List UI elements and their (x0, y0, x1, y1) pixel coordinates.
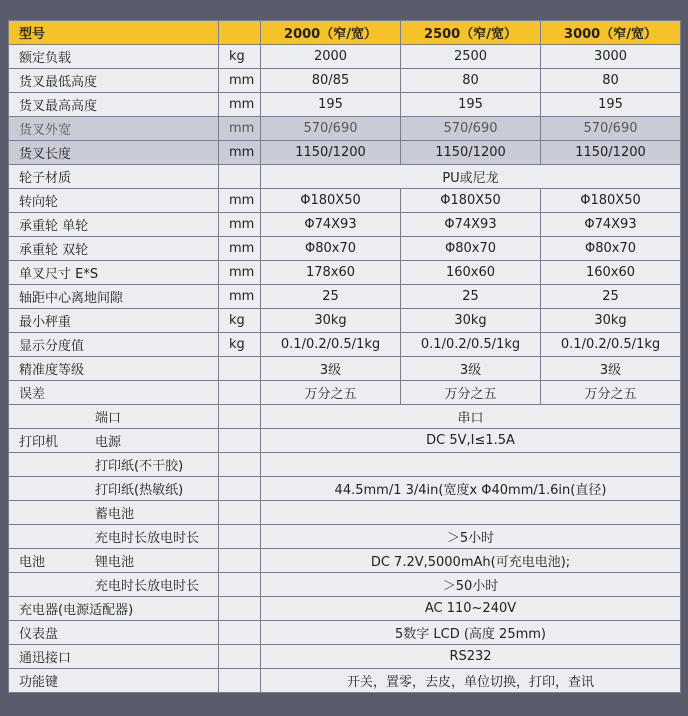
table-row (9, 93, 681, 117)
row-label: 货叉长度 (9, 141, 219, 165)
table-row (9, 645, 681, 669)
row-unit (219, 597, 261, 621)
printer-power-text: 电源 (95, 435, 122, 450)
row-unit (219, 381, 261, 405)
row-value: 2500 (401, 45, 541, 69)
row-unit (219, 501, 261, 525)
row-label: 货叉最低高度 (9, 69, 219, 93)
table-row (9, 573, 681, 597)
printer-paper1-label: 打印纸(不干胶) (9, 453, 219, 477)
row-value: 30kg (261, 309, 401, 333)
row-unit (219, 645, 261, 669)
row-value: 万分之五 (401, 381, 541, 405)
row-value: 178x60 (261, 261, 401, 285)
row-value: 80 (401, 69, 541, 93)
row-label: 误差 (9, 381, 219, 405)
row-value: 30kg (541, 309, 681, 333)
table-row (9, 477, 681, 501)
printer-battery-label: 蓄电池 (9, 501, 219, 525)
row-unit (219, 165, 261, 189)
row-label: 转向轮 (9, 189, 219, 213)
printer-group-label: 打印机 (19, 435, 59, 450)
table-row (9, 165, 681, 189)
row-unit: kg (219, 333, 261, 357)
row-value: 1150/1200 (541, 141, 681, 165)
printer-paper-value: 44.5mm/1 3/4in(宽度x Φ40mm/1.6in(直径) (261, 477, 681, 501)
battery-charge-label: 充电时长放电时长 (9, 573, 219, 597)
table-row (9, 357, 681, 381)
display-value: 5数字 LCD (高度 25mm) (261, 621, 681, 645)
row-unit (219, 621, 261, 645)
row-unit: mm (219, 285, 261, 309)
row-label: 承重轮 双轮 (9, 237, 219, 261)
row-value: 570/690 (401, 117, 541, 141)
row-unit: kg (219, 309, 261, 333)
row-value: 3000 (541, 45, 681, 69)
charger-label: 充电器(电源适配器) (9, 597, 219, 621)
battery-li-label (9, 549, 219, 573)
unit-header-cell (219, 21, 261, 45)
row-value: 3级 (541, 357, 681, 381)
row-value: 160x60 (541, 261, 681, 285)
table-row (9, 381, 681, 405)
printer-power-label (9, 429, 219, 453)
row-label: 承重轮 单轮 (9, 213, 219, 237)
header-row (9, 21, 681, 45)
printer-port-label: 端口 (9, 405, 219, 429)
row-value: Φ80x70 (541, 237, 681, 261)
battery-li-value: DC 7.2V,5000mAh(可充电电池); (261, 549, 681, 573)
table-row (9, 669, 681, 693)
row-value: 25 (401, 285, 541, 309)
row-value (261, 453, 681, 477)
row-unit (219, 573, 261, 597)
table-row (9, 309, 681, 333)
table-row (9, 621, 681, 645)
printer-power-value: DC 5V,I≤1.5A (261, 429, 681, 453)
row-value: 1150/1200 (401, 141, 541, 165)
row-value (261, 501, 681, 525)
battery-li-text: 锂电池 (95, 555, 135, 570)
row-value: 3级 (401, 357, 541, 381)
table-row (9, 189, 681, 213)
model-2000-header: 2000（窄/宽） (261, 21, 401, 45)
row-unit (219, 669, 261, 693)
row-value: 万分之五 (541, 381, 681, 405)
table-row (9, 117, 681, 141)
row-value: 570/690 (541, 117, 681, 141)
display-label: 仪表盘 (9, 621, 219, 645)
battery-charge-value: ＞50小时 (261, 573, 681, 597)
row-value: 3级 (261, 357, 401, 381)
row-value: Φ80x70 (401, 237, 541, 261)
row-value: 万分之五 (261, 381, 401, 405)
row-unit: mm (219, 117, 261, 141)
comm-value: RS232 (261, 645, 681, 669)
table-row (9, 261, 681, 285)
row-unit (219, 357, 261, 381)
row-value: 30kg (401, 309, 541, 333)
row-value: 0.1/0.2/0.5/1kg (261, 333, 401, 357)
row-value: Φ180X50 (261, 189, 401, 213)
row-value: Φ180X50 (401, 189, 541, 213)
row-label: 轮子材质 (9, 165, 219, 189)
table-row (9, 597, 681, 621)
printer-paper2-label: 打印纸(热敏纸) (9, 477, 219, 501)
charger-value: AC 110~240V (261, 597, 681, 621)
table-row (9, 45, 681, 69)
row-unit (219, 525, 261, 549)
keys-value: 开关，置零，去皮，单位切换，打印，查讯 (261, 669, 681, 693)
row-label: 单叉尺寸 E*S (9, 261, 219, 285)
row-label: 精准度等级 (9, 357, 219, 381)
row-value: 0.1/0.2/0.5/1kg (401, 333, 541, 357)
model-2500-header: 2500（窄/宽） (401, 21, 541, 45)
row-value: 25 (541, 285, 681, 309)
row-value: PU或尼龙 (261, 165, 681, 189)
keys-label: 功能键 (9, 669, 219, 693)
table-row (9, 237, 681, 261)
row-label: 额定负载 (9, 45, 219, 69)
row-unit: kg (219, 45, 261, 69)
row-value: 195 (541, 93, 681, 117)
spec-table (8, 20, 681, 693)
row-label: 货叉最高高度 (9, 93, 219, 117)
row-unit: mm (219, 213, 261, 237)
table-row (9, 429, 681, 453)
table-row (9, 333, 681, 357)
printer-charge-value: ＞5小时 (261, 525, 681, 549)
table-row (9, 69, 681, 93)
row-unit (219, 429, 261, 453)
row-value: Φ74X93 (401, 213, 541, 237)
row-value: 2000 (261, 45, 401, 69)
row-label: 轴距中心离地间隙 (9, 285, 219, 309)
table-row (9, 213, 681, 237)
row-label: 最小秤重 (9, 309, 219, 333)
model-3000-header: 3000（窄/宽） (541, 21, 681, 45)
table-row (9, 501, 681, 525)
row-value: 195 (401, 93, 541, 117)
row-value: 80 (541, 69, 681, 93)
row-value: 80/85 (261, 69, 401, 93)
model-label: 型号 (9, 21, 219, 45)
table-row (9, 141, 681, 165)
row-unit (219, 549, 261, 573)
table-row (9, 453, 681, 477)
row-unit (219, 453, 261, 477)
row-value: 570/690 (261, 117, 401, 141)
table-row (9, 285, 681, 309)
row-unit: mm (219, 261, 261, 285)
table-row (9, 549, 681, 573)
battery-group-label: 电池 (19, 555, 46, 570)
row-value: Φ74X93 (541, 213, 681, 237)
row-value: Φ180X50 (541, 189, 681, 213)
table-row (9, 525, 681, 549)
row-label: 显示分度值 (9, 333, 219, 357)
row-value: 0.1/0.2/0.5/1kg (541, 333, 681, 357)
printer-charge-label: 充电时长放电时长 (9, 525, 219, 549)
row-label: 货叉外宽 (9, 117, 219, 141)
row-value: 25 (261, 285, 401, 309)
printer-port-value: 串口 (261, 405, 681, 429)
row-value: 195 (261, 93, 401, 117)
row-value: Φ74X93 (261, 213, 401, 237)
row-unit (219, 477, 261, 501)
row-unit: mm (219, 69, 261, 93)
row-value: Φ80x70 (261, 237, 401, 261)
row-value: 1150/1200 (261, 141, 401, 165)
row-unit: mm (219, 237, 261, 261)
row-value: 160x60 (401, 261, 541, 285)
row-unit (219, 405, 261, 429)
row-unit: mm (219, 141, 261, 165)
row-unit: mm (219, 189, 261, 213)
comm-label: 通迅接口 (9, 645, 219, 669)
table-row (9, 405, 681, 429)
row-unit: mm (219, 93, 261, 117)
